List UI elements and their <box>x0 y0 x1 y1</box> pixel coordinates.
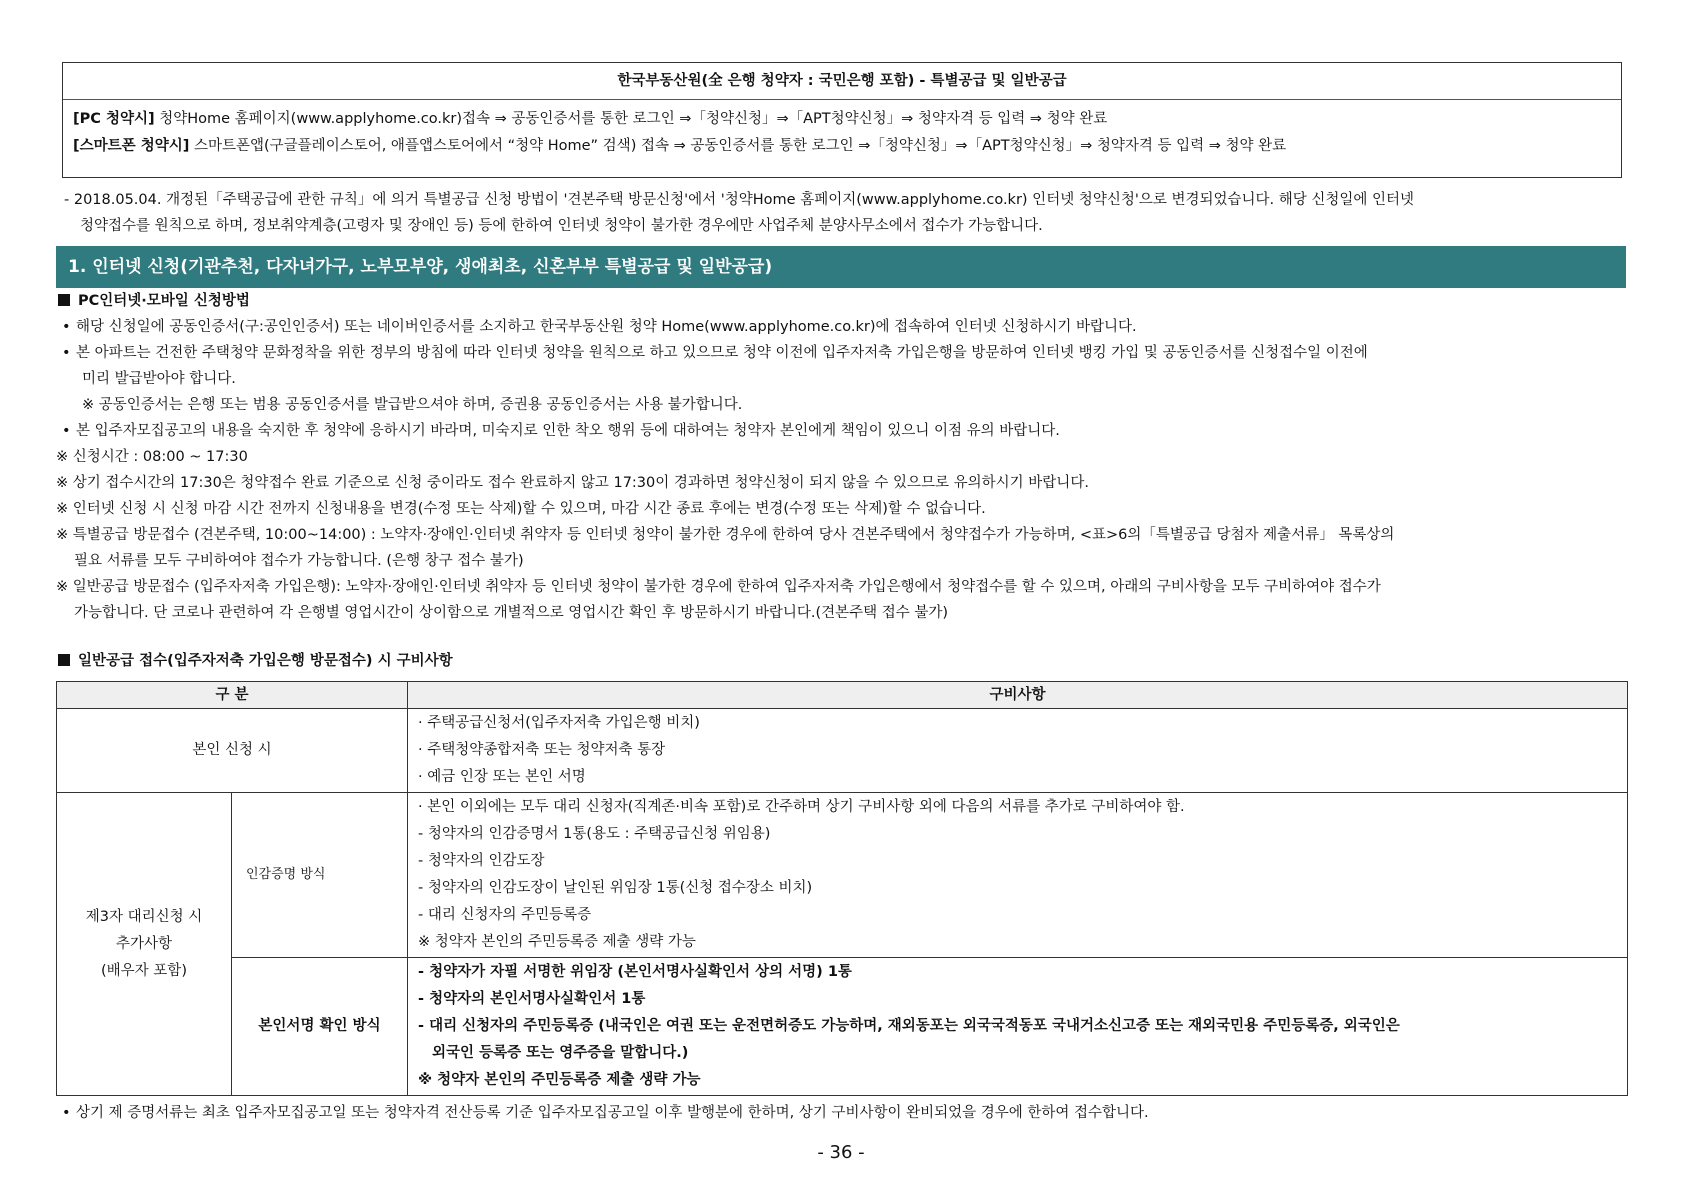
list-item-continued: 미리 발급받아야 합니다. <box>82 371 236 387</box>
seal-method-label: 인감증명 방식 <box>232 793 408 958</box>
signature-method-items: - 청약자가 자필 서명한 위임장 (본인서명사실확인서 상의 서명) 1통 - 청약자의 본인서명사실확인서 1통 - 대리 신청자의 주민등록증 (내국인은 여권 또는 운전면허증도 가능하며, 재외동포는 외국국적동포 국내거소신고증 또는 재외국민용 주민등록증, 외국인은 외국인 등록증 또는 영주증을 말합니다.) ※ 청약자 본인의 주민등록증 제출 생략 가능 <box>418 964 1400 1088</box>
mobile-text: 스마트폰앱(구글플레이스토어, 애플앱스토어에서 “청약 Home” 검색) 접속 ⇒ 공동인증서를 통한 로그인 ⇒「청약신청」⇒「APT청약신청」⇒ 청약자격 등 입력 ⇒ 청약 완료 <box>189 138 1287 154</box>
requirements-table <box>56 681 1628 1096</box>
square-bullet-icon <box>58 654 70 666</box>
bullet-icon: • <box>62 319 71 335</box>
pc-method-line <box>73 110 1621 137</box>
pc-text: 청약Home 홈페이지(www.applyhome.co.kr)접속 ⇒ 공동인증서를 통한 로그인 ⇒「청약신청」⇒「APT청약신청」⇒ 청약자격 등 입력 ⇒ 청약 완료 <box>154 111 1108 127</box>
self-application-label: 본인 신청 시 <box>57 709 408 793</box>
table-header-row <box>57 682 1628 709</box>
note-line: ※ 신청시간 : 08:00 ~ 17:30 <box>56 449 248 465</box>
notice-line: 청약접수를 원칙으로 하며, 정보취약계층(고령자 및 장애인 등) 등에 한하여 인터넷 청약이 불가한 경우에만 사업주체 분양사무소에서 접수가 가능합니다. <box>80 218 1043 234</box>
section-banner: 1. 인터넷 신청(기관추천, 다자녀가구, 노부모부양, 생애최초, 신혼부부 특별공급 및 일반공급) <box>56 246 1626 288</box>
bullet-icon: • <box>62 423 71 439</box>
box-title: 한국부동산원(全 은행 청약자 : 국민은행 포함) - 특별공급 및 일반공급 <box>63 63 1621 100</box>
table-footnote: • 상기 제 증명서류는 최초 입주자모집공고일 또는 청약자격 전산등록 기준 입주자모집공고일 이후 발행분에 한하며, 상기 구비사항이 완비되었을 경우에 한하여 접수합니다. <box>56 1104 1149 1123</box>
table-row <box>57 709 1628 793</box>
section-heading: 일반공급 접수(입주자저축 가입은행 방문접수) 시 구비사항 <box>56 652 453 678</box>
proxy-application-label: 제3자 대리신청 시 추가사항 (배우자 포함) <box>57 793 232 1096</box>
seal-method-items: · 본인 이외에는 모두 대리 신청자(직계존·비속 포함)로 간주하며 상기 구비사항 외에 다음의 서류를 추가로 구비하여야 함. - 청약자의 인감증명서 1통(용도 : 주택공급신청 위임용) - 청약자의 인감도장 - 청약자의 인감도장이 날인된 위임장 1통(신청 접수장소 비치) - 대리 신청자의 주민등록증 ※ 청약자 본인의 주민등록증 제출 생략 가능 <box>418 799 1185 950</box>
self-application-items: · 주택공급신청서(입주자저축 가입은행 비치) · 주택청약종합저축 또는 청약저축 통장 · 예금 인장 또는 본인 서명 <box>418 715 700 785</box>
table-row <box>57 793 1628 958</box>
note-line-continued: 필요 서류를 모두 구비하여야 접수가 가능합니다. (은행 창구 접수 불가) <box>74 553 524 569</box>
general-supply-section <box>56 652 453 678</box>
column-header-category: 구 분 <box>57 682 408 709</box>
bullet-icon: • <box>62 345 71 361</box>
revision-notice <box>64 191 1624 243</box>
pc-label: [PC 청약시] <box>73 111 155 127</box>
note-line: ※ 공동인증서는 은행 또는 범용 공동인증서를 발급받으셔야 하며, 증권용 공동인증서는 사용 불가합니다. <box>82 397 743 413</box>
internet-application-section <box>56 292 1636 630</box>
mobile-method-line <box>73 137 1621 164</box>
note-line-continued: 가능합니다. 단 코로나 관련하여 각 은행별 영업시간이 상이함으로 개별적으로 영업시간 확인 후 방문하시기 바랍니다.(견본주택 접수 불가) <box>74 605 949 621</box>
table-row <box>57 958 1628 1096</box>
note-line: ※ 상기 접수시간의 17:30은 청약접수 완료 기준으로 신청 중이라도 접수 완료하지 않고 17:30이 경과하면 청약신청이 되지 않을 수 있으므로 유의하시기 바랍니다. <box>56 475 1089 491</box>
signature-method-label: 본인서명 확인 방식 <box>232 958 408 1096</box>
square-bullet-icon <box>58 294 70 306</box>
note-line: ※ 특별공급 방문접수 (견본주택, 10:00~14:00) : 노약자·장애인·인터넷 취약자 등 인터넷 청약이 불가한 경우에 한하여 당사 견본주택에서 청약접수가 가능하며, <표>6의「특별공급 당첨자 제출서류」 목록상의 <box>56 527 1395 543</box>
mobile-label: [스마트폰 청약시] <box>73 138 190 154</box>
list-item: • 본 입주자모집공고의 내용을 숙지한 후 청약에 응하시기 바라며, 미숙지로 인한 착오 행위 등에 대하여는 청약자 본인에게 책임이 있으니 이점 유의 바랍니다. <box>56 422 1636 448</box>
notice-line: - 2018.05.04. 개정된「주택공급에 관한 규칙」에 의거 특별공급 신청 방법이 '견본주택 방문신청'에서 '청약Home 홈페이지(www.applyhome.co.kr) 인터넷 청약신청'으로 변경되었습니다. 해당 신청일에 인터넷 <box>64 192 1414 208</box>
bullet-icon: • <box>62 1105 71 1121</box>
page-number: - 36 - <box>817 1142 865 1163</box>
note-line: ※ 인터넷 신청 시 신청 마감 시간 전까지 신청내용을 변경(수정 또는 삭제)할 수 있으며, 마감 시간 종료 후에는 변경(수정 또는 삭제)할 수 없습니다. <box>56 501 986 517</box>
application-method-box <box>62 62 1622 178</box>
column-header-requirements: 구비사항 <box>408 682 1628 709</box>
section-heading: PC인터넷·모바일 신청방법 <box>56 292 1636 318</box>
list-item: • 본 아파트는 건전한 주택청약 문화정착을 위한 정부의 방침에 따라 인터넷 청약을 원칙으로 하고 있으므로 청약 이전에 입주자저축 가입은행을 방문하여 인터넷 뱅킹 가입 및 공동인증서를 신청접수일 이전에 <box>56 344 1636 370</box>
list-item: • 해당 신청일에 공동인증서(구:공인인증서) 또는 네이버인증서를 소지하고 한국부동산원 청약 Home(www.applyhome.co.kr)에 접속하여 인터넷 신청하시기 바랍니다. <box>56 318 1636 344</box>
note-line: ※ 일반공급 방문접수 (입주자저축 가입은행): 노약자·장애인·인터넷 취약자 등 인터넷 청약이 불가한 경우에 한하여 입주자저축 가입은행에서 청약접수를 할 수 있으며, 아래의 구비사항을 모두 구비하여야 접수가 <box>56 579 1381 595</box>
